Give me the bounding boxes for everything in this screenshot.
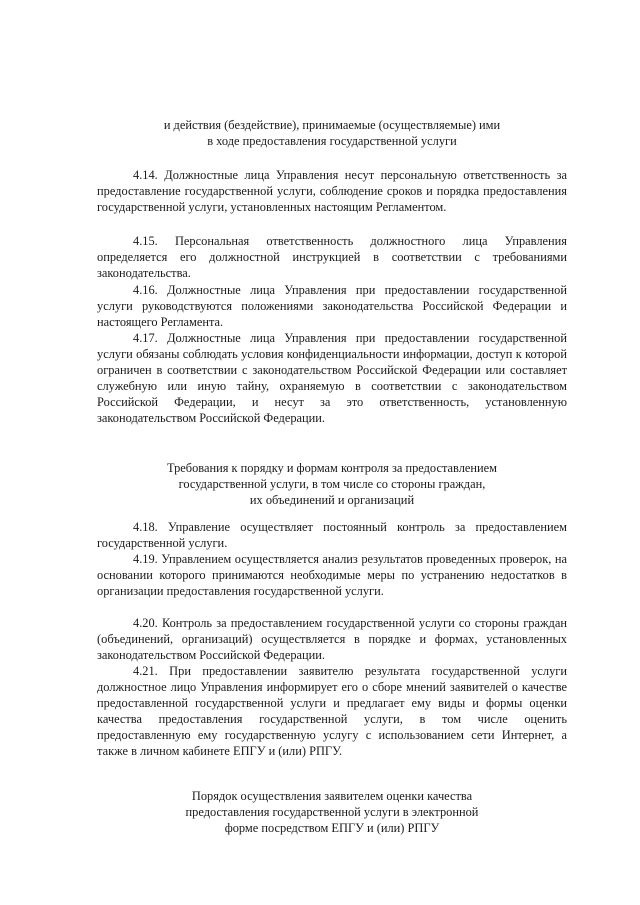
paragraph-text: Контроль за предоставлением государственной услуги со стороны граждан (объединений, организаций) осуществляется в порядке и формах, установленных законодательством Российской Федерации.	[97, 616, 567, 662]
paragraph-4-15	[97, 233, 567, 281]
paragraph-text: Должностные лица Управления при предоставлении государственной услуги руководствуются положениями законодательства Российской Федерации и настоящего Регламента.	[97, 283, 567, 329]
paragraph-text: Управление осуществляет постоянный контроль за предоставлением государственной услуги.	[97, 520, 567, 550]
heading-line: государственной услуги, в том числе со стороны граждан,	[178, 477, 486, 491]
paragraph-4-18	[97, 519, 567, 551]
heading-line: в ходе предоставления государственной услуги	[207, 134, 457, 148]
paragraph-text: Должностные лица Управления несут персональную ответственность за предоставление государственной услуги, соблюдение сроков и порядка предоставления государственной услуги, установленных настоящим Регламентом.	[97, 168, 567, 214]
heading-line: Требования к порядку и формам контроля за предоставлением	[167, 461, 497, 475]
paragraph-text: При предоставлении заявителю результата государственной услуги должностное лицо Управления информирует его о сборе мнений заявителей о качестве предоставленной государственной услуги и предлагает ему виды и формы оценки качества предоставления государственной услуги, в том числе оценить предоставленную ему государственную услугу с использованием сети Интернет, а также в личном кабинете ЕПГУ и (или) РПГУ.	[97, 664, 567, 758]
paragraph-number: 4.14.	[133, 168, 158, 182]
paragraph-4-20	[97, 615, 567, 663]
paragraph-number: 4.19.	[133, 552, 158, 566]
paragraph-number: 4.20.	[133, 616, 158, 630]
paragraph-4-14	[97, 167, 567, 215]
section-heading-2	[97, 460, 567, 508]
section-heading-3	[97, 788, 567, 836]
heading-line: их объединений и организаций	[249, 493, 415, 507]
paragraph-4-17	[97, 330, 567, 426]
paragraph-number: 4.18.	[133, 520, 158, 534]
paragraph-text: Должностные лица Управления при предоставлении государственной услуги обязаны соблюдать условия конфиденциальности информации, доступ к которой ограничен в соответствии с законодательством Российской Федерации или составляет служебную или иную тайну, охраняемую в соответствии с законодательством Российской Федерации, и несут за это ответственность, установленную законодательством Российской Федерации.	[97, 331, 567, 425]
paragraph-4-19	[97, 551, 567, 599]
paragraph-number: 4.16.	[133, 283, 158, 297]
heading-line: Порядок осуществления заявителем оценки качества	[191, 789, 473, 803]
paragraph-text: Персональная ответственность должностного лица Управления определяется его должностной инструкцией в соответствии с требованиями законодательства.	[97, 234, 568, 280]
paragraph-4-21	[97, 663, 567, 759]
section-heading-1	[97, 117, 567, 149]
heading-line: предоставления государственной услуги в электронной	[185, 805, 479, 819]
heading-line: форме посредством ЕПГУ и (или) РПГУ	[224, 821, 440, 835]
paragraph-text: Управлением осуществляется анализ результатов проведенных проверок, на основании которого принимаются необходимые меры по устранению недостатков в организации предоставления государственной услуги.	[97, 552, 567, 598]
heading-line: и действия (бездействие), принимаемые (осуществляемые) ими	[163, 118, 501, 132]
paragraph-number: 4.17.	[133, 331, 158, 345]
paragraph-number: 4.21.	[133, 664, 158, 678]
paragraph-4-16	[97, 282, 567, 330]
paragraph-number: 4.15.	[133, 234, 158, 248]
